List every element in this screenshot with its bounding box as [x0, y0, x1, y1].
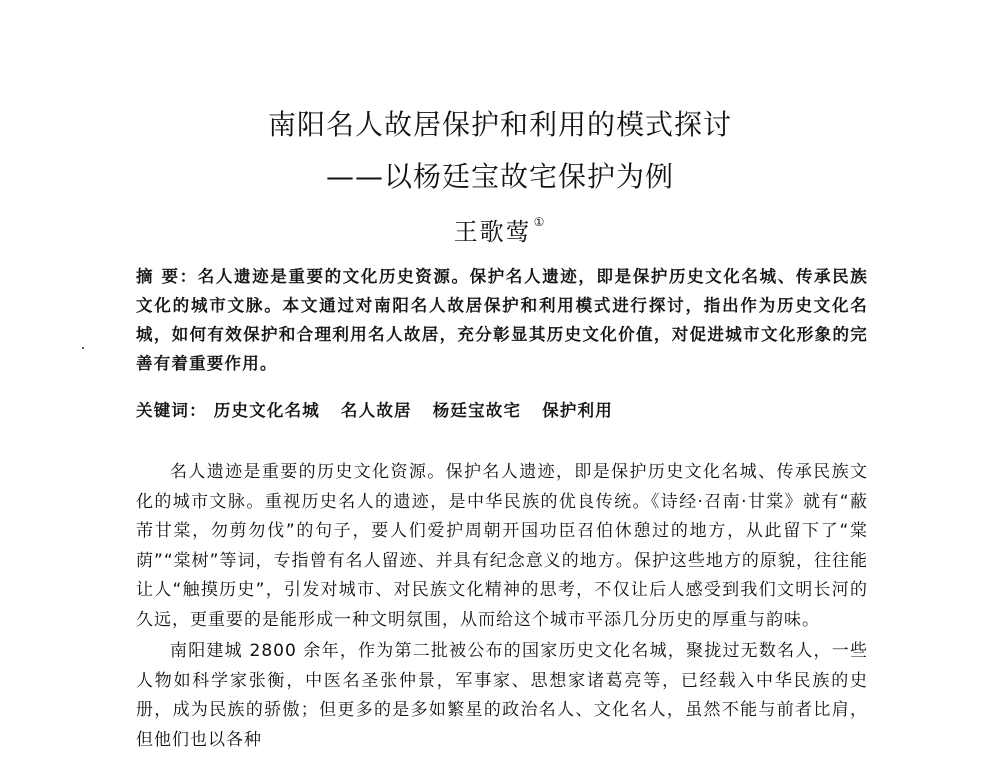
- keyword-item: 保护利用: [542, 401, 613, 420]
- abstract-text: 名人遗迹是重要的文化历史资源。保护名人遗迹，即是保护历史文化名城、传承民族文化的城市文脉。本文通过对南阳名人故居保护和利用模式进行探讨，指出作为历史文化名城，如何有效保护和合理利用名人故居，充分彰显其历史文化价值，对促进城市文化形象的完善有着重要作用。: [136, 267, 868, 373]
- paper-title: 南阳名人故居保护和利用的模式探讨: [267, 108, 732, 141]
- abstract: [136, 262, 868, 378]
- abstract-label: 摘 要：: [136, 267, 198, 286]
- keyword-item: 杨廷宝故宅: [432, 401, 522, 420]
- author-line: [0, 212, 1000, 247]
- body-text: [136, 458, 868, 757]
- body-paragraph: 南阳建城 2800 余年，作为第二批被公布的国家历史文化名城，聚拢过无数名人，一些人物如科学家张衡，中医名圣张仲景，军事家、思想家诸葛亮等，已经载入中华民族的史册，成为民族的骄傲；但更多的是多如繁星的政治名人、文化名人，虽然不能与前者比肩，但他们也以各种: [136, 641, 868, 750]
- keywords-label: 关键词：: [136, 401, 207, 420]
- paper-subtitle: ——以杨廷宝故宅保护为例: [325, 160, 674, 193]
- keywords: [136, 396, 868, 425]
- keyword-item: 历史文化名城: [213, 401, 320, 420]
- body-paragraph: 名人遗迹是重要的历史文化资源。保护名人遗迹，即是保护历史文化名城、传承民族文化的城市文脉。重视历史名人的遗迹，是中华民族的优良传统。《诗经·召南·甘棠》就有“蔽芾甘棠，勿剪勿伐”的句子，要人们爱护周朝开国功臣召伯休憩过的地方，从此留下了“棠荫”“棠树”等词，专指曾有名人留迹、并具有纪念意义的地方。保护这些地方的原貌，往往能让人“触摸历史”，引发对城市、对民族文化精神的思考，不仅让后人感受到我们文明长河的久远，更重要的是能形成一种文明氛围，从而给这个城市平添几分历史的厚重与韵味。: [136, 462, 868, 630]
- author-name: 王歌莺: [453, 218, 532, 246]
- keyword-item: 名人故居: [340, 401, 412, 420]
- scan-speck: [82, 347, 84, 349]
- footnote-marker[interactable]: ①: [533, 215, 547, 229]
